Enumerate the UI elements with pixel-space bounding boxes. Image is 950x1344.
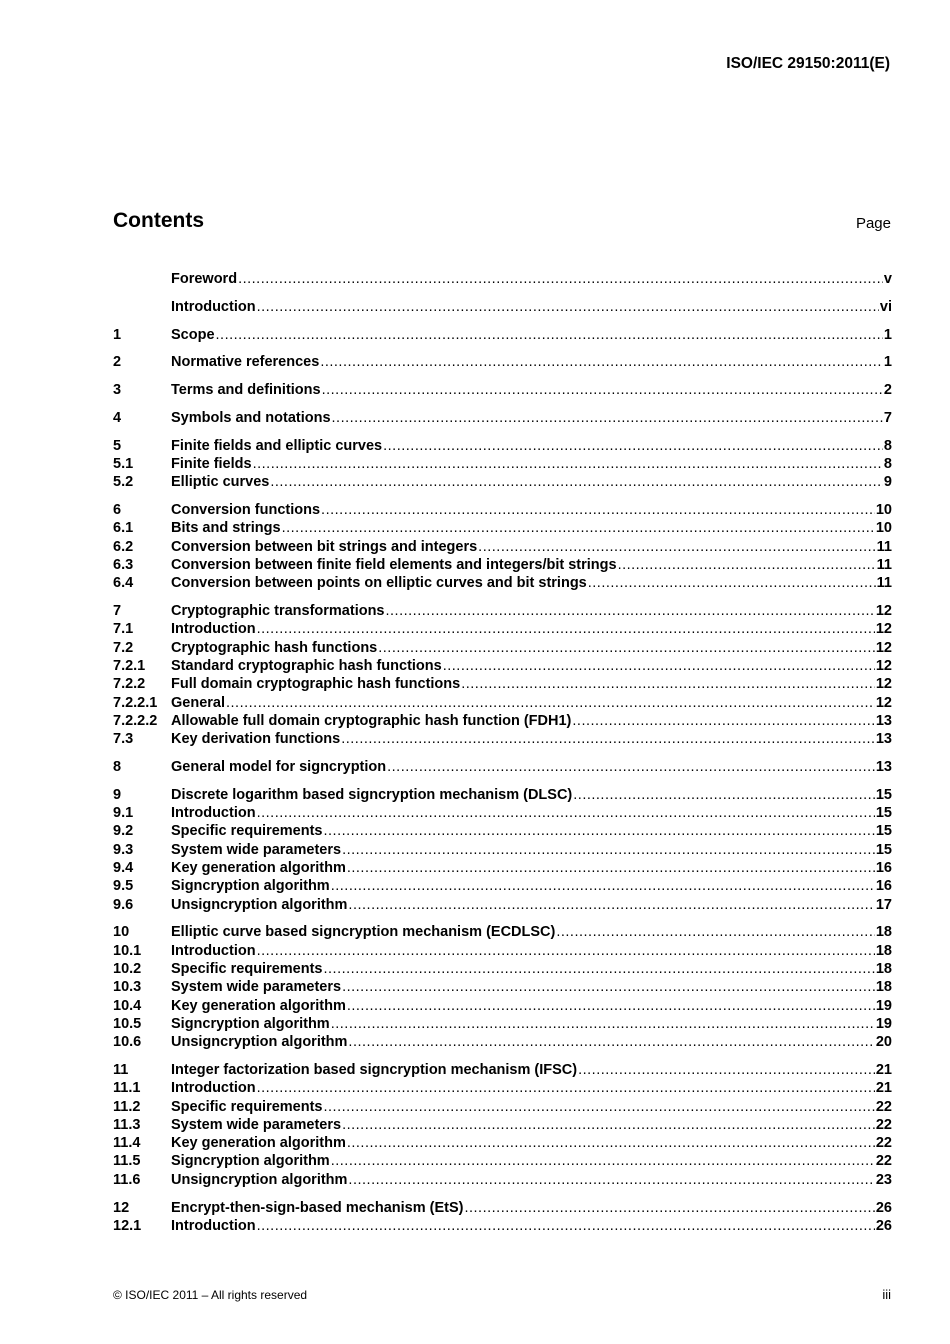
toc-entry[interactable]	[113, 538, 892, 556]
toc-entry-title: Introduction	[171, 805, 256, 822]
toc-dot-leader	[378, 639, 875, 657]
toc-entry-number: 10	[113, 924, 130, 941]
toc-entry-page: 22	[875, 1135, 892, 1152]
toc-entry-page: 22	[875, 1116, 892, 1133]
toc-entry-page: 19	[875, 1015, 892, 1032]
toc-entry-title: System wide parameters	[171, 979, 342, 996]
toc-entry-page: 10	[875, 520, 892, 537]
toc-dot-leader	[331, 1152, 875, 1170]
toc-dot-leader	[257, 298, 879, 316]
toc-entry-title: Signcryption algorithm	[171, 878, 330, 895]
toc-dot-leader	[386, 602, 875, 620]
toc-dot-leader	[342, 1116, 875, 1134]
toc-entry-page: 10	[875, 502, 892, 519]
toc-dot-leader	[253, 455, 883, 473]
toc-dot-leader	[332, 409, 883, 427]
toc-dot-leader	[556, 923, 875, 941]
toc-entry-number: 9.2	[113, 823, 134, 840]
table-of-contents	[113, 270, 892, 1235]
toc-entry[interactable]	[113, 960, 892, 978]
toc-dot-leader	[331, 877, 875, 895]
toc-entry-number: 9.5	[113, 878, 134, 895]
toc-entry-number: 10.5	[113, 1015, 142, 1032]
toc-dot-leader	[216, 326, 883, 344]
toc-entry-page: 18	[875, 942, 892, 959]
toc-dot-leader	[347, 1134, 875, 1152]
toc-entry[interactable]	[113, 1015, 892, 1033]
page-number: iii	[882, 1287, 891, 1302]
toc-entry-number: 6.1	[113, 520, 134, 537]
toc-entry[interactable]	[113, 1171, 892, 1189]
toc-entry-page: 12	[875, 621, 892, 638]
toc-entry-number: 11.2	[113, 1098, 141, 1115]
toc-entry[interactable]	[113, 997, 892, 1015]
toc-entry[interactable]	[113, 437, 892, 455]
toc-entry[interactable]	[113, 694, 892, 712]
toc-entry-title: Foreword	[171, 271, 238, 287]
toc-entry[interactable]	[113, 877, 892, 895]
toc-entry-page: 11	[876, 538, 892, 555]
toc-dot-leader	[238, 270, 883, 288]
toc-entry-number: 10.4	[113, 997, 142, 1014]
toc-entry-page: 8	[883, 437, 892, 454]
toc-dot-leader	[478, 538, 875, 556]
toc-entry[interactable]	[113, 353, 892, 371]
toc-entry-page: 21	[875, 1061, 892, 1078]
toc-entry-number: 10.1	[113, 942, 142, 959]
toc-entry[interactable]	[113, 519, 892, 537]
toc-entry-title: Encrypt-then-sign-based mechanism (EtS)	[171, 1199, 464, 1216]
toc-entry-number: 11.6	[113, 1171, 141, 1188]
toc-entry[interactable]	[113, 501, 892, 519]
toc-entry-number: 4	[113, 409, 122, 426]
toc-entry-title: Conversion between bit strings and integers	[171, 538, 478, 555]
toc-dot-leader	[324, 822, 875, 840]
toc-entry[interactable]	[113, 942, 892, 960]
toc-entry[interactable]	[113, 1033, 892, 1051]
toc-dot-leader	[348, 1033, 874, 1051]
toc-entry-number: 7	[113, 603, 122, 620]
toc-entry-title: Specific requirements	[171, 823, 323, 840]
toc-entry-page: 1	[883, 326, 892, 343]
toc-entry[interactable]	[113, 859, 892, 877]
toc-entry[interactable]	[113, 1199, 892, 1217]
toc-dot-leader	[257, 942, 875, 960]
toc-entry-number: 9.3	[113, 841, 134, 858]
toc-entry-page: 26	[875, 1217, 892, 1234]
toc-entry[interactable]	[113, 556, 892, 574]
toc-dot-leader	[461, 675, 875, 693]
toc-entry-number: 2	[113, 354, 122, 371]
standard-identifier: ISO/IEC 29150:2011(E)	[726, 55, 890, 72]
toc-entry-number: 11.5	[113, 1153, 141, 1170]
toc-dot-leader	[257, 620, 875, 638]
toc-entry-title: Conversion functions	[171, 502, 321, 519]
toc-entry-title: Full domain cryptographic hash functions	[171, 676, 461, 693]
toc-entry-number: 7.3	[113, 731, 134, 748]
toc-entry-page: 13	[875, 759, 892, 776]
toc-entry-page: 12	[875, 676, 892, 693]
toc-entry-number: 11	[113, 1061, 129, 1078]
toc-entry-number: 6.4	[113, 575, 134, 592]
toc-entry-page: 23	[875, 1171, 892, 1188]
toc-entry-number: 7.2.2.2	[113, 712, 158, 729]
toc-entry-page: v	[883, 271, 892, 287]
toc-entry-page: 11	[876, 575, 892, 592]
toc-entry-title: Introduction	[171, 621, 256, 638]
toc-entry-title: Unsigncryption algorithm	[171, 1171, 348, 1188]
toc-entry-title: Key derivation functions	[171, 731, 341, 748]
toc-dot-leader	[282, 519, 875, 537]
toc-entry-title: Integer factorization based signcryption mechanism (IFSC)	[171, 1061, 578, 1078]
contents-heading: Contents	[113, 209, 204, 232]
toc-entry-title: Signcryption algorithm	[171, 1153, 330, 1170]
toc-entry-page: 12	[875, 603, 892, 620]
toc-dot-leader	[331, 1015, 875, 1033]
toc-entry[interactable]	[113, 381, 892, 399]
toc-entry-page: 22	[875, 1098, 892, 1115]
toc-entry[interactable]	[113, 786, 892, 804]
toc-dot-leader	[347, 859, 875, 877]
toc-entry-number: 7.2.2	[113, 676, 146, 693]
toc-entry-number: 9.6	[113, 896, 134, 913]
toc-entry-page: 13	[875, 731, 892, 748]
toc-dot-leader	[578, 1061, 875, 1079]
toc-entry-number: 11.4	[113, 1135, 141, 1152]
toc-entry-number: 5.2	[113, 474, 134, 491]
toc-entry[interactable]	[113, 896, 892, 914]
toc-dot-leader	[341, 730, 875, 748]
toc-entry-number: 12.1	[113, 1217, 142, 1234]
toc-entry[interactable]	[113, 923, 892, 941]
toc-entry-page: 1	[883, 354, 892, 371]
toc-entry-title: Introduction	[171, 1080, 256, 1097]
toc-entry-page: 16	[875, 878, 892, 895]
toc-entry[interactable]	[113, 1217, 892, 1235]
toc-entry[interactable]	[113, 758, 892, 776]
toc-entry-title: Key generation algorithm	[171, 860, 346, 877]
toc-dot-leader	[443, 657, 875, 675]
toc-entry-number: 7.2.2.1	[113, 694, 158, 711]
toc-entry-number: 3	[113, 382, 122, 399]
toc-entry-title: Conversion between finite field elements and integers/bit strings	[171, 557, 617, 574]
toc-entry-page: 15	[875, 823, 892, 840]
toc-entry[interactable]	[113, 1061, 892, 1079]
toc-entry-page: vi	[879, 298, 892, 315]
toc-entry-page: 22	[875, 1153, 892, 1170]
toc-entry-number: 12	[113, 1199, 130, 1216]
toc-dot-leader	[226, 694, 875, 712]
toc-entry-page: 2	[883, 382, 892, 399]
toc-entry[interactable]	[113, 1152, 892, 1170]
toc-dot-leader	[588, 574, 876, 592]
toc-entry-title: Specific requirements	[171, 1098, 323, 1115]
toc-entry[interactable]	[113, 574, 892, 592]
toc-entry[interactable]	[113, 270, 892, 288]
toc-entry-number: 11.3	[113, 1116, 141, 1133]
toc-entry[interactable]	[113, 804, 892, 822]
toc-dot-leader	[347, 997, 875, 1015]
toc-dot-leader	[257, 804, 875, 822]
toc-entry[interactable]	[113, 978, 892, 996]
toc-entry-number: 5	[113, 437, 122, 454]
toc-entry-title: System wide parameters	[171, 841, 342, 858]
toc-entry-title: Unsigncryption algorithm	[171, 896, 348, 913]
toc-entry[interactable]	[113, 1134, 892, 1152]
toc-entry[interactable]	[113, 1079, 892, 1097]
toc-entry-page: 18	[875, 924, 892, 941]
toc-entry-title: Scope	[171, 326, 215, 343]
toc-entry-title: Key generation algorithm	[171, 997, 346, 1014]
toc-entry-number: 7.2	[113, 639, 134, 656]
toc-entry-page: 18	[875, 961, 892, 977]
toc-entry[interactable]	[113, 657, 892, 675]
toc-entry[interactable]	[113, 1116, 892, 1134]
copyright-notice: © ISO/IEC 2011 – All rights reserved	[113, 1288, 308, 1302]
toc-dot-leader	[387, 758, 875, 776]
toc-dot-leader	[324, 960, 875, 978]
toc-entry-page: 7	[883, 409, 892, 426]
toc-entry-page: 12	[875, 658, 892, 675]
toc-entry-title: Key generation algorithm	[171, 1135, 346, 1152]
toc-entry-number: 6	[113, 502, 122, 519]
toc-dot-leader	[573, 786, 875, 804]
toc-entry-page: 20	[875, 1034, 892, 1051]
toc-entry-title: Introduction	[171, 942, 256, 959]
toc-entry-number: 10.6	[113, 1034, 142, 1051]
toc-entry-page: 8	[883, 456, 892, 473]
toc-entry-title: Elliptic curves	[171, 474, 270, 491]
toc-entry-title: Introduction	[171, 298, 256, 315]
toc-entry[interactable]	[113, 455, 892, 473]
toc-entry-number: 9.4	[113, 860, 134, 877]
toc-dot-leader	[464, 1199, 874, 1217]
toc-entry-number: 6.2	[113, 538, 134, 555]
toc-entry-title: Unsigncryption algorithm	[171, 1034, 348, 1051]
toc-entry-title: Specific requirements	[171, 961, 323, 977]
toc-entry-page: 17	[875, 896, 892, 913]
toc-entry-page: 15	[875, 786, 892, 803]
toc-entry-title: Bits and strings	[171, 520, 281, 537]
toc-entry[interactable]	[113, 822, 892, 840]
toc-entry-number: 1	[113, 326, 122, 343]
toc-entry[interactable]	[113, 712, 892, 730]
toc-entry-title: Discrete logarithm based signcryption mechanism (DLSC)	[171, 786, 573, 803]
toc-entry-title: General	[171, 694, 225, 711]
toc-entry[interactable]	[113, 730, 892, 748]
toc-entry-title: Terms and definitions	[171, 382, 321, 399]
toc-dot-leader	[348, 1171, 874, 1189]
toc-entry-page: 19	[875, 997, 892, 1014]
toc-dot-leader	[320, 353, 883, 371]
toc-dot-leader	[322, 381, 883, 399]
toc-entry-page: 9	[883, 474, 892, 491]
toc-entry-title: Finite fields	[171, 456, 252, 473]
toc-entry-title: System wide parameters	[171, 1116, 342, 1133]
toc-entry[interactable]	[113, 841, 892, 859]
toc-entry-page: 15	[875, 805, 892, 822]
toc-entry-page: 21	[875, 1080, 892, 1097]
toc-entry-number: 7.1	[113, 621, 134, 638]
toc-entry-title: Cryptographic hash functions	[171, 639, 378, 656]
page-column-label: Page	[855, 215, 891, 232]
toc-entry-page: 16	[875, 860, 892, 877]
toc-entry-number: 7.2.1	[113, 658, 146, 675]
toc-entry-page: 12	[875, 639, 892, 656]
toc-entry[interactable]	[113, 473, 892, 491]
toc-entry-number: 6.3	[113, 557, 134, 574]
toc-entry-title: Finite fields and elliptic curves	[171, 437, 383, 454]
toc-entry-title: Signcryption algorithm	[171, 1015, 330, 1032]
toc-entry-number: 10.2	[113, 961, 142, 977]
toc-dot-leader	[383, 437, 883, 455]
toc-dot-leader	[572, 712, 874, 730]
toc-dot-leader	[342, 978, 875, 996]
toc-entry-title: Introduction	[171, 1217, 256, 1234]
toc-dot-leader	[321, 501, 875, 519]
toc-dot-leader	[348, 896, 874, 914]
toc-entry[interactable]	[113, 409, 892, 427]
toc-entry-number: 9	[113, 786, 122, 803]
toc-entry-number: 10.3	[113, 979, 142, 996]
toc-entry-number: 8	[113, 759, 122, 776]
toc-entry-title: Allowable full domain cryptographic hash function (FDH1)	[171, 712, 572, 729]
toc-dot-leader	[324, 1098, 875, 1116]
toc-entry-title: Elliptic curve based signcryption mechanism (ECDLSC)	[171, 924, 556, 941]
toc-entry-title: General model for signcryption	[171, 759, 387, 776]
toc-entry-page: 26	[875, 1199, 892, 1216]
toc-entry-title: Normative references	[171, 354, 320, 371]
toc-entry-title: Symbols and notations	[171, 409, 331, 426]
toc-entry-number: 9.1	[113, 805, 134, 822]
toc-dot-leader	[618, 556, 876, 574]
toc-entry[interactable]	[113, 602, 892, 620]
toc-dot-leader	[270, 473, 883, 491]
toc-entry-page: 15	[875, 841, 892, 858]
toc-entry-page: 18	[875, 979, 892, 996]
toc-entry-page: 11	[876, 557, 892, 574]
toc-dot-leader	[257, 1079, 875, 1097]
toc-entry[interactable]	[113, 675, 892, 693]
toc-entry-title: Standard cryptographic hash functions	[171, 658, 442, 675]
toc-dot-leader	[342, 841, 875, 859]
toc-entry[interactable]	[113, 1098, 892, 1116]
toc-entry-title: Cryptographic transformations	[171, 603, 385, 620]
toc-entry-page: 13	[875, 712, 892, 729]
toc-entry-number: 11.1	[113, 1080, 141, 1097]
toc-entry-page: 12	[875, 694, 892, 711]
toc-entry[interactable]	[113, 298, 892, 316]
toc-entry-number: 5.1	[113, 456, 134, 473]
toc-dot-leader	[257, 1217, 875, 1235]
toc-entry[interactable]	[113, 620, 892, 638]
toc-entry[interactable]	[113, 639, 892, 657]
toc-entry-title: Conversion between points on elliptic curves and bit strings	[171, 575, 587, 592]
toc-entry[interactable]	[113, 326, 892, 344]
